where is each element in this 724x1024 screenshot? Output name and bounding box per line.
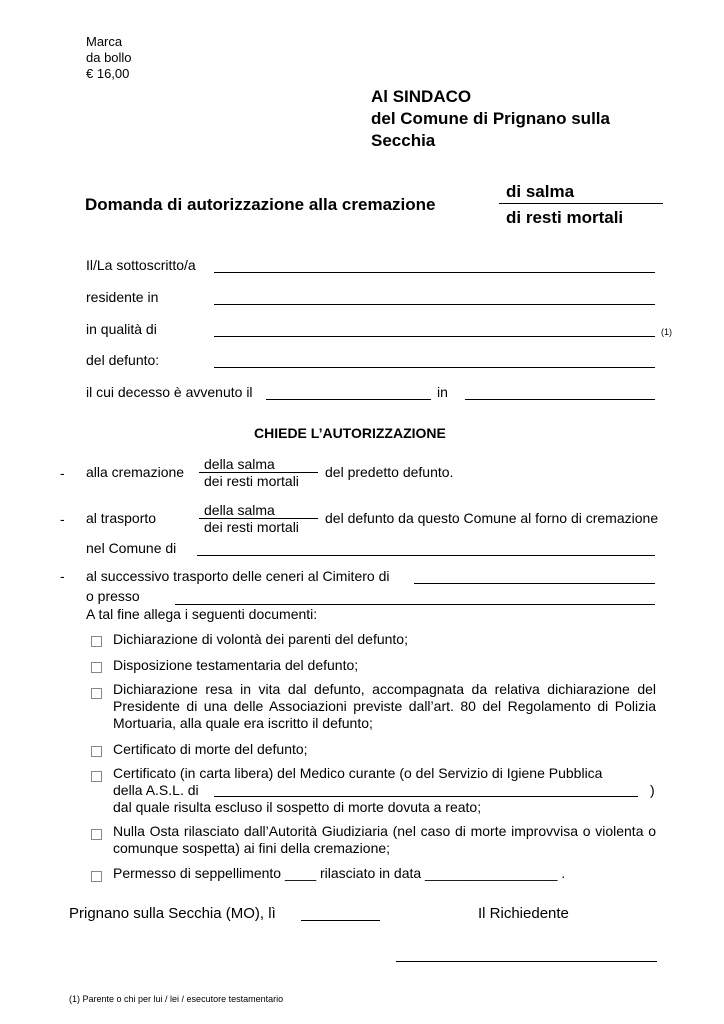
option-resti[interactable]: dei resti mortali — [204, 473, 299, 489]
trasporto-tail: del defunto da questo Comune al forno di cremazione — [325, 510, 659, 526]
dash-marker: - — [60, 568, 65, 584]
document-item: Certificato (in carta libera) del Medico curante (o del Servizio di Igiene Pubblica — [113, 765, 603, 781]
nel-comune-field[interactable] — [197, 541, 655, 556]
dash-marker: - — [60, 465, 65, 481]
label-cremazione: alla cremazione — [86, 464, 185, 480]
checkbox[interactable] — [91, 744, 102, 762]
addressee — [371, 86, 610, 152]
label-nel-comune: nel Comune di — [86, 540, 177, 556]
label-presso: o presso — [86, 588, 140, 604]
checkbox[interactable] — [91, 634, 102, 652]
stamp-line: € 16,00 — [86, 66, 130, 81]
asl-field[interactable] — [214, 782, 638, 797]
document-item: Certificato di morte del defunto; — [113, 741, 308, 757]
cimitero-field[interactable] — [414, 569, 655, 584]
document-item: Dichiarazione resa in vita dal defunto, accompagnata da relativa dichiarazione del Presidente di una delle Associazioni previste dall’art. 80 del Regolamento di Polizia Mortuaria, alla quale era iscritto il defunto; — [113, 681, 656, 731]
option-resti[interactable]: dei resti mortali — [204, 519, 299, 535]
label-decesso: il cui decesso è avvenuto il — [86, 384, 253, 400]
decesso-place-field[interactable] — [465, 385, 655, 400]
checkbox[interactable] — [91, 769, 102, 787]
footnote: (1) Parente o chi per lui / lei / esecutore testamentario — [69, 994, 284, 1004]
stamp-line: Marca — [86, 34, 123, 49]
signature-richiedente: Il Richiedente — [478, 905, 569, 922]
asl-label: della A.S.L. di — [113, 782, 199, 798]
request-heading: CHIEDE L’AUTORIZZAZIONE — [254, 425, 446, 441]
cremazione-tail: del predetto defunto. — [325, 464, 454, 480]
addressee-line: del Comune di Prignano sulla — [371, 109, 610, 128]
checkbox[interactable] — [91, 827, 102, 845]
title-option-resti: di resti mortali — [506, 208, 624, 227]
title-divider — [499, 203, 663, 204]
defunto-field[interactable] — [214, 353, 655, 368]
document-item: Dichiarazione di volontà dei parenti del defunto; — [113, 631, 408, 647]
title-option-salma: di salma — [506, 182, 575, 201]
option-salma[interactable]: della salma — [204, 456, 275, 472]
document-item: Disposizione testamentaria del defunto; — [113, 657, 359, 673]
label-ceneri: al successivo trasporto delle ceneri al Cimitero di — [86, 568, 390, 584]
sottoscritto-field[interactable] — [214, 258, 655, 273]
asl-close: ) — [650, 782, 655, 798]
presso-field[interactable] — [175, 590, 655, 605]
label-qualita: in qualità di — [86, 321, 157, 337]
footnote-ref: (1) — [661, 327, 672, 337]
document-item: Nulla Osta rilasciato dall’Autorità Giudiziaria (nel caso di morte improvvisa o violenta o comunque sospetta) ai fini della cremazione; — [113, 823, 656, 856]
residente-field[interactable] — [214, 290, 655, 305]
stamp-line: da bollo — [86, 50, 132, 65]
page-title: Domanda di autorizzazione alla cremazione — [85, 195, 436, 214]
label-in: in — [437, 384, 448, 400]
checkbox[interactable] — [91, 686, 102, 704]
checkbox[interactable] — [91, 660, 102, 678]
documents-intro: A tal fine allega i seguenti documenti: — [86, 606, 318, 622]
signature-place: Prignano sulla Secchia (MO), lì — [69, 905, 276, 922]
option-salma[interactable]: della salma — [204, 502, 275, 518]
checkbox[interactable] — [91, 869, 102, 887]
dash-marker: - — [60, 511, 65, 527]
label-residente: residente in — [86, 289, 159, 305]
label-sottoscritto: Il/La sottoscritto/a — [86, 257, 196, 273]
decesso-date-field[interactable] — [266, 385, 431, 400]
label-trasporto: al trasporto — [86, 510, 157, 526]
addressee-line: Secchia — [371, 131, 436, 150]
qualita-field[interactable] — [214, 322, 655, 337]
asl-tail: dal quale risulta escluso il sospetto di morte dovuta a reato; — [113, 799, 482, 815]
document-item: Permesso di seppellimento ____ rilasciato in data _________________ . — [113, 865, 566, 881]
signature-date-field[interactable] — [301, 906, 380, 921]
signature-line[interactable] — [396, 961, 657, 962]
label-defunto: del defunto: — [86, 352, 160, 368]
addressee-line: Al SINDACO — [371, 87, 472, 106]
revenue-stamp-label — [86, 34, 132, 82]
